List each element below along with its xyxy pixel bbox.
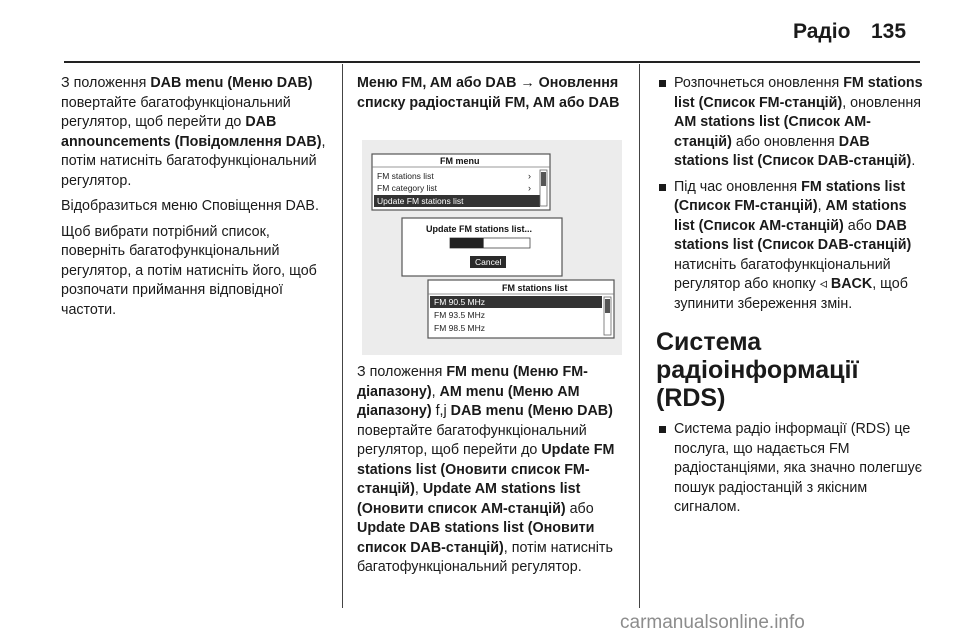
column-2 xyxy=(357,74,627,113)
col1-paragraph-2: Відобразиться меню Сповіщення DAB. xyxy=(61,198,319,214)
bullet-item-2-text: Під час оновлення FM stations list (Список FM-станцій), AM stations list (Список AM-станцій) або DAB stations list (Список DAB-станцій) натисніть багатофункціональний регулятор або кнопку ◃ BACK, щоб зупинити збереження змін. xyxy=(674,178,912,312)
fm-menu-item-2: FM category list xyxy=(377,183,437,193)
stations-list-title: FM stations list xyxy=(502,283,568,293)
page-title: Радіо xyxy=(793,20,851,43)
menu-screenshot-svg xyxy=(362,140,622,355)
bullet-item-3-text: Система радіо інформації (RDS) це послуга, що надається FM радіостанціями, яка значно полегшує пошук радіостанцій з якісним сигналом. xyxy=(674,421,923,515)
page-number: 135 xyxy=(871,20,907,43)
progress-bar-fill xyxy=(450,238,484,248)
stations-scroll-thumb xyxy=(605,299,610,313)
col2-paragraph-1: З положення FM menu (Меню FM-діапазону), AM menu (Меню AM діапазону) f,j DAB menu (Меню DAB) повертайте багатофункціональний регулятор, щоб перейти до Update FM stations list (Оновити список FM-станцій), Update AM stations list (Оновити список AM-станцій) або Update DAB stations list (Оновити список DAB-станцій), потім натисніть багатофункціональний регулятор. xyxy=(357,364,615,575)
section-title: Меню FM, AM або DAB → Оновлення списку радіостанцій FM, AM або DAB xyxy=(357,75,620,111)
bullet-item-2 xyxy=(656,178,928,315)
menu-screenshot xyxy=(362,140,622,355)
station-item-2: FM 93.5 MHz xyxy=(434,310,486,320)
col1-paragraph-3: Щоб вибрати потрібний список, поверніть багатофункціональний регулятор, а потім натисніть його, щоб розпочати приймання відповідної частоти. xyxy=(61,223,317,318)
watermark: carmanualsonline.info xyxy=(620,612,805,633)
bullet-item-3 xyxy=(656,420,928,518)
bullet-square-icon xyxy=(659,184,666,191)
col1-paragraph-1: З положення DAB menu (Меню DAB) повертайте багатофункціональний регулятор, щоб перейти до DAB announcements (Повідомлення DAB), потім натисніть багатофункціональний регулятор. xyxy=(61,75,326,189)
fm-menu-scroll-thumb xyxy=(541,172,546,186)
fm-menu-item-1: FM stations list xyxy=(377,171,434,181)
header-rule xyxy=(64,61,920,63)
update-dialog-title: Update FM stations list... xyxy=(426,224,533,234)
column-3 xyxy=(656,74,928,524)
column-1 xyxy=(61,74,331,326)
column-2-body xyxy=(357,363,632,584)
bullet-square-icon xyxy=(659,80,666,87)
bullet-item-1 xyxy=(656,74,928,172)
fm-menu-item-3: Update FM stations list xyxy=(377,196,464,206)
station-item-1: FM 90.5 MHz xyxy=(434,297,486,307)
chevron-right-icon: › xyxy=(528,171,531,181)
column-divider-1 xyxy=(342,64,343,608)
bullet-item-1-text: Розпочнеться оновлення FM stations list (Список FM-станцій), оновлення AM stations list (Список AM-станцій) або оновлення DAB stations list (Список DAB-станцій). xyxy=(674,75,923,169)
fm-menu-title: FM menu xyxy=(440,156,480,166)
column-divider-2 xyxy=(639,64,640,608)
section-heading: Система радіоінформації (RDS) xyxy=(656,328,859,412)
bullet-square-icon xyxy=(659,426,666,433)
chevron-right-icon: › xyxy=(528,183,531,193)
cancel-button: Cancel xyxy=(475,257,502,267)
station-item-3: FM 98.5 MHz xyxy=(434,323,486,333)
